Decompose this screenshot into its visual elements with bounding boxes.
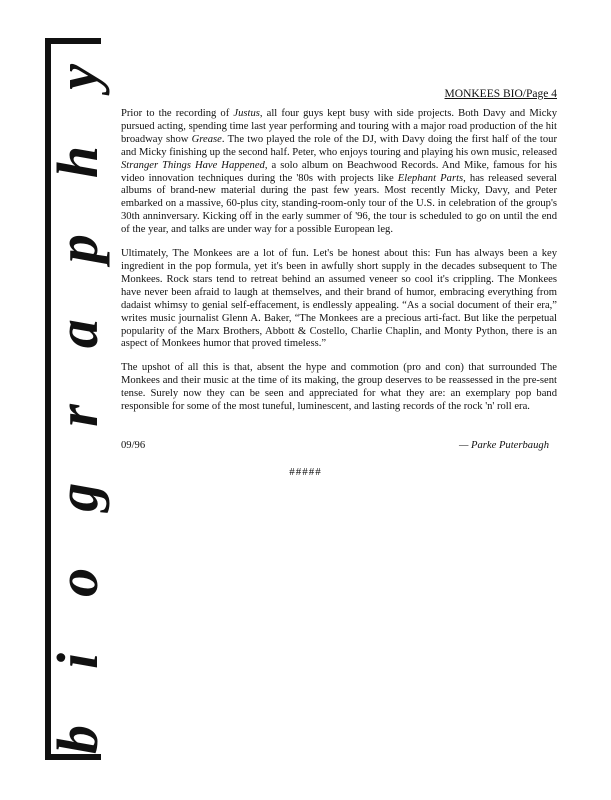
text-run: The upshot of all this is that, absent the hype and commotion (pro and con) that surrounded The Monkees and their music at the time of its making, the group deserves to be reassessed in the pre-sent tense. Surely now they can be seen and appreciated for what they are: an exemplary pop band responsible for some of the most tuneful, luminescent, and lasting records of the rock 'n' roll era. xyxy=(121,362,557,413)
signoff-date: 09/96 xyxy=(121,440,146,451)
end-mark: ##### xyxy=(289,466,322,478)
text-run: Ultimately, The Monkees are a lot of fun. Let's be honest about this: Fun has always been a key ingredient in the pop formula, yet it's been in awfully short supply in the decades subsequent to The Monkees. Rock stars tend to retreat behind an assumed veneer so cool it's crippling. The Monkees have never been afraid to laugh at themselves, and their brand of humor, embracing everything from dadaist whimsy to genial self-effacement, is endlessly appealing. “As a social document of their era,” writes music journalist Glenn A. Baker, “The Monkees are a precious arti-fact. But like the perpetual popularity of the Marx Brothers, Abbott & Costello, Charlie Chaplin, and Monty Python, there is an aspect of Monkees humor that proved timeless.” xyxy=(121,248,557,350)
body-text xyxy=(121,108,557,425)
text-run: Prior to the recording of xyxy=(121,108,234,119)
text-run: , a solo album on Beachwood Records. And Mike, famous for his video innovation techniques during the '80s with projects like xyxy=(121,159,557,184)
text-run: . The two played the role of the DJ, with Davy doing the first half of the tour and Micky finishing up the second half. Peter, who enjoys touring and playing his own music, released xyxy=(121,133,557,158)
signoff-author: — Parke Puterbaugh xyxy=(458,440,549,451)
sidebar-title xyxy=(45,46,117,756)
svg-text:biography: biography xyxy=(45,64,110,754)
sidebar-title-text xyxy=(45,46,117,756)
text-run: , all four guys kept busy with side projects. Both Davy and Micky pursued acting, spending time last year performing and touring with a major road production of the hit broadway show xyxy=(121,108,557,145)
italic-title: Grease xyxy=(191,133,222,145)
italic-title: Stranger Things Have Happened xyxy=(121,159,265,171)
paragraph xyxy=(121,108,557,237)
paragraph xyxy=(121,248,557,351)
italic-title: Justus xyxy=(233,108,260,119)
italic-title: Elephant Parts xyxy=(397,172,464,184)
page-header: MONKEES BIO/Page 4 xyxy=(444,88,557,100)
text-run: , has released several albums of brand-new material during the past few years. Most recently Micky, Davy, and Peter embarked on a massive, 60-plus city, standing-room-only tour of the U.S. in celebration of the group's 30th anninversary. Kicking off in the early summer of '96, the tour is scheduled to go on until the end of the year, and talks are under way for a possible European leg. xyxy=(121,172,557,236)
paragraph xyxy=(121,362,557,414)
